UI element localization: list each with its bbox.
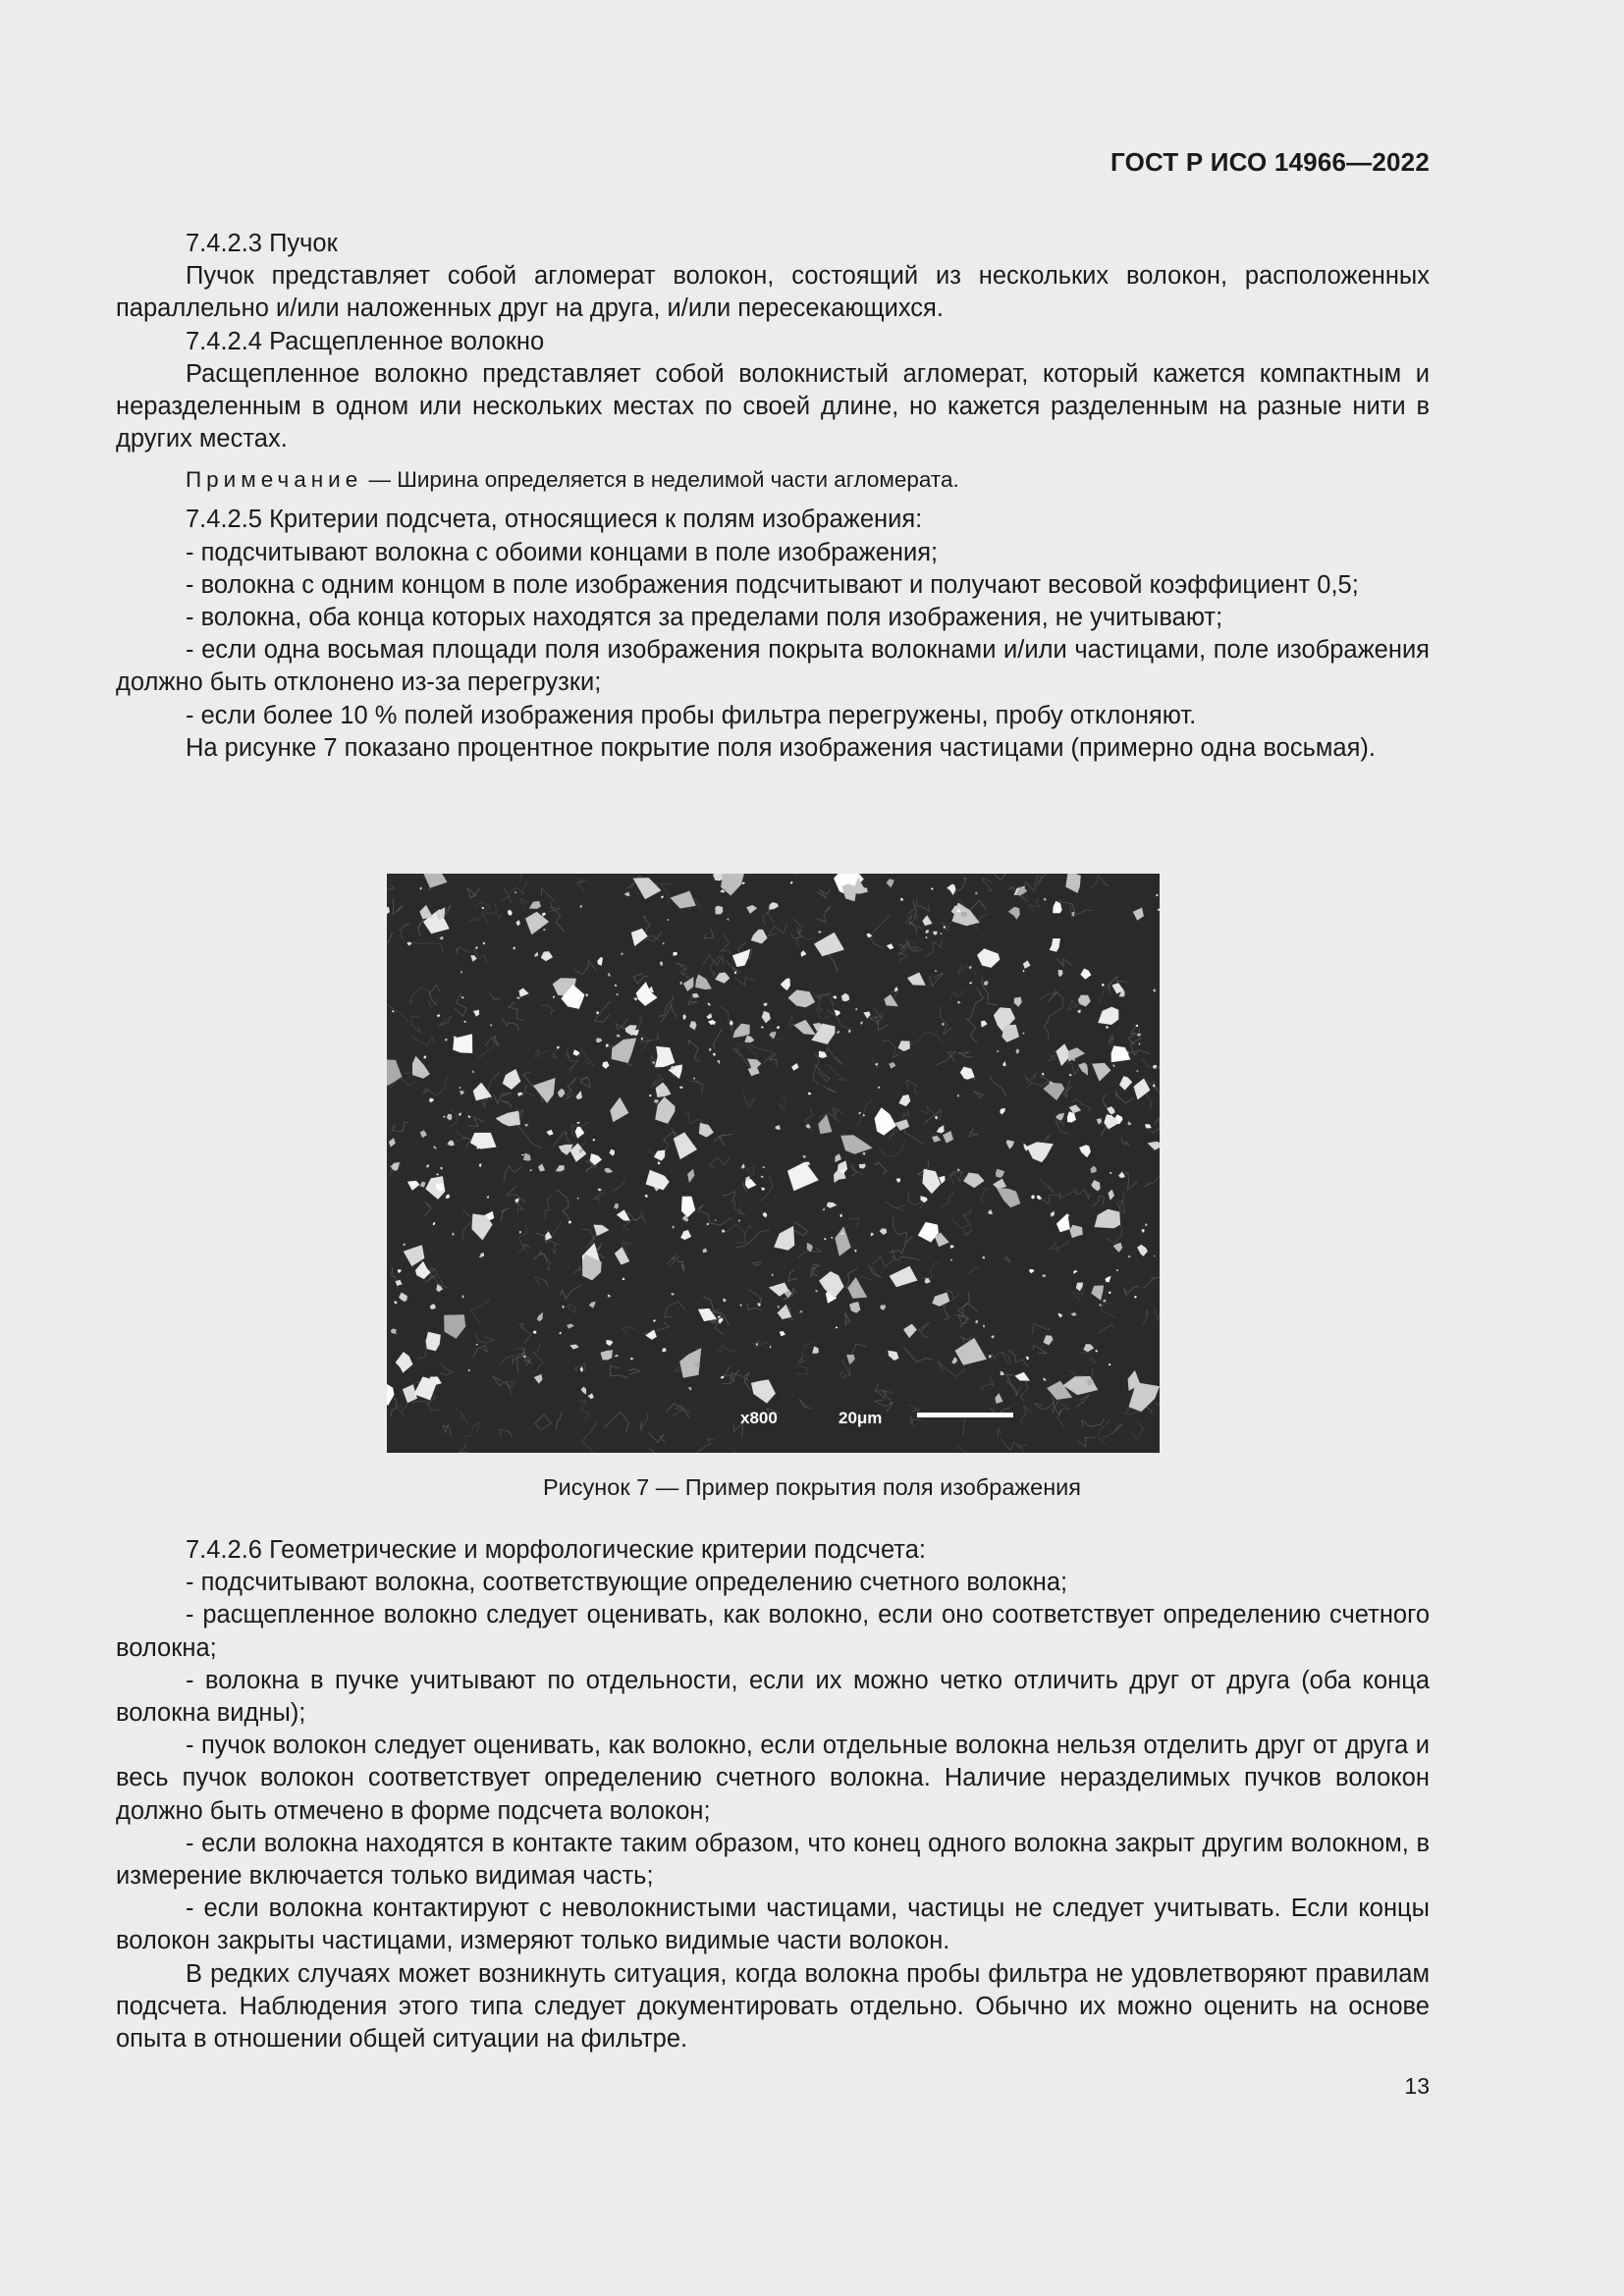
paragraph: На рисунке 7 показано процентное покрытие поля изображения частицами (примерно одна восьмая). [186,733,1376,762]
list-item: - расщепленное волокно следует оценивать, как волокно, если оно соответствует определению счетного волокна; [116,1601,1430,1662]
document-header: ГОСТ Р ИСО 14966—2022 [1110,147,1430,177]
sem-micrograph-figure [387,874,1160,1453]
list-item: - если волокна находятся в контакте таким образом, что конец одного волокна закрыт другим волокном, в измерение включается только видимая часть; [116,1829,1430,1891]
clause-heading: 7.4.2.4 Расщепленное волокно [186,327,545,355]
particle [715,906,723,915]
scale-bar [917,1413,1013,1417]
clause-heading: 7.4.2.6 Геометрические и морфологические критерии подсчета: [186,1536,926,1564]
micrograph-image [387,874,1160,1453]
list-item: - подсчитывают волокна, соответствующие определению счетного волокна; [186,1569,1068,1597]
list-item: - пучок волокон следует оценивать, как волокно, если отдельные волокна нельзя отделить друг от друга и весь пучок волокон соответствует определению счетного волокна. Наличие неразделимых пучков волокон должно быть отмечено в форме подсчета волокон; [116,1732,1430,1825]
section-7-4-2-6 [116,1534,1430,2056]
note-text: — Ширина определяется в неделимой части агломерата. [362,467,959,493]
list-item: - волокна в пучке учитывают по отдельности, если их можно четко отличить друг от друга (оба конца волокна видны); [116,1666,1430,1728]
list-item: - подсчитывают волокна с обоими концами в поле изображения; [186,538,939,566]
list-item: - если одна восьмая площади поля изображения покрыта волокнами и/или частицами, поле изображения должно быть отклонено из-за перегрузки; [116,636,1430,697]
page-number: 13 [1404,2073,1430,2099]
list-item: - если более 10 % полей изображения пробы фильтра перегружены, пробу отклоняют. [186,701,1197,729]
figure-caption: Рисунок 7 — Пример покрытия поля изображения [542,1474,1082,1500]
section-7-4-2-3-to-7-4-2-5 [116,228,1430,765]
clause-heading: 7.4.2.5 Критерии подсчета, относящиеся к полям изображения: [186,506,923,534]
list-item: - волокна, оба конца которых находятся за пределами поля изображения, не учитывают; [186,604,1223,632]
list-item: - волокна с одним концом в поле изображения подсчитывают и получают весовой коэффициент 0,5; [186,570,1359,599]
note-label: Примечание [186,467,363,493]
note [116,463,1430,496]
clause-heading: 7.4.2.3 Пучок [186,230,338,257]
paragraph: Пучок представляет собой агломерат волокон, состоящий из нескольких волокон, расположенных параллельно и/или наложенных друг на друга, и/или пересекающихся. [116,262,1430,323]
scale-bar-label: 20μm [839,1409,883,1427]
paragraph: Расщепленное волокно представляет собой волокнистый агломерат, который кажется компактным и неразделенным в одном или нескольких местах по своей длине, но кажется разделенным на разные нити в других местах. [116,359,1430,454]
magnification-label: x800 [740,1409,778,1427]
list-item: - если волокна контактируют с неволокнистыми частицами, частицы не следует учитывать. Если концы волокон закрыты частицами, измеряют только видимые части волокон. [116,1895,1430,1955]
paragraph: В редких случаях может возникнуть ситуация, когда волокна пробы фильтра не удовлетворяют правилам подсчета. Наблюдения этого типа следует документировать отдельно. Обычно их можно оценить на основе опыта в отношении общей ситуации на фильтре. [116,1959,1430,2054]
